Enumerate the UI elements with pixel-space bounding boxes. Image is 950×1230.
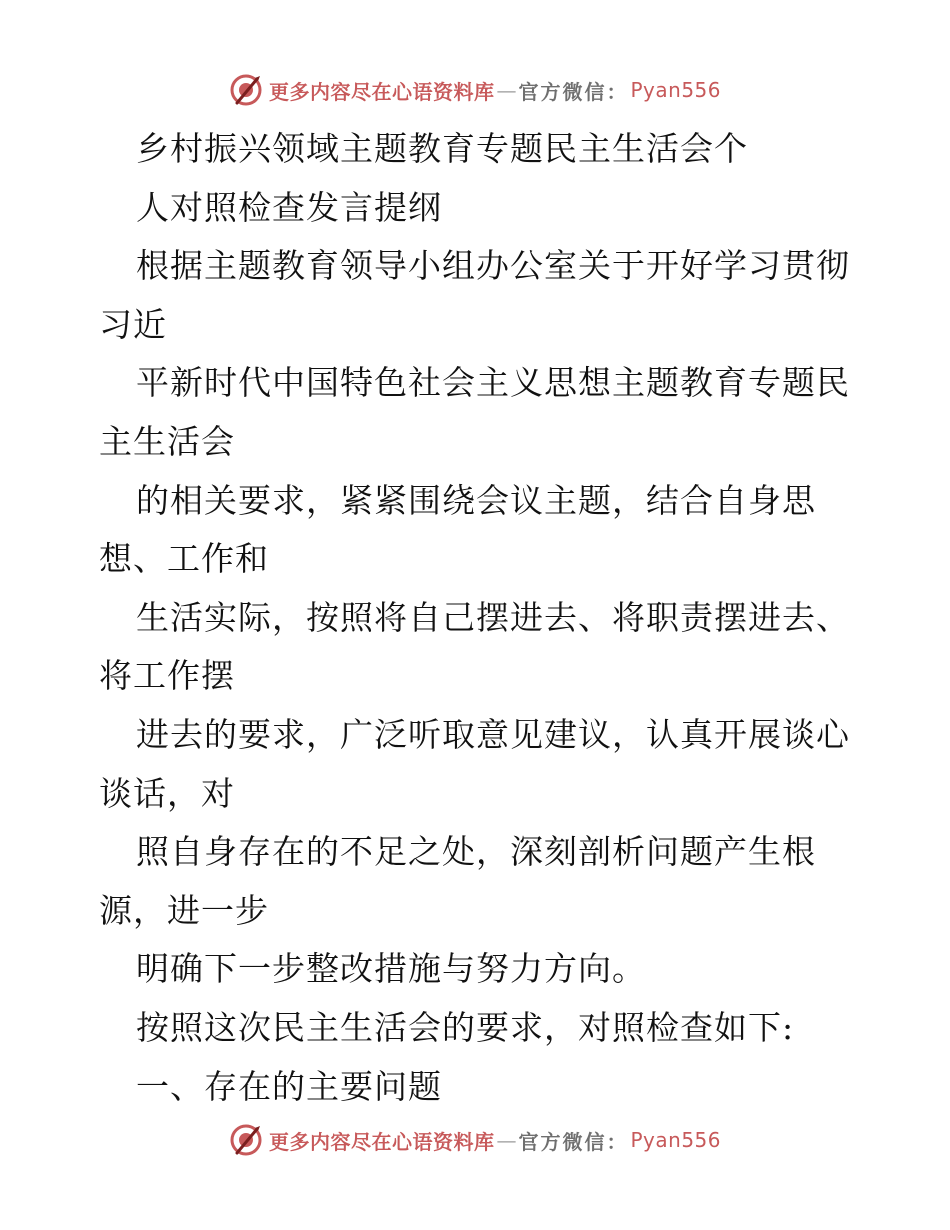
document-body xyxy=(99,120,859,1116)
watermark-wechat-label: 官方微信： xyxy=(518,1129,629,1154)
paragraph-line: 进去的要求，广泛听取意见建议，认真开展谈心 xyxy=(136,714,850,754)
paragraph-line: 将工作摆 xyxy=(99,656,235,696)
paragraph-line: 生活实际，按照将自己摆进去、将职责摆进去、 xyxy=(136,597,850,637)
paragraph-line: 想、工作和 xyxy=(99,539,269,579)
title-line-2: 人对照检查发言提纲 xyxy=(136,187,442,227)
paragraph-line: 习近 xyxy=(99,304,167,344)
paragraph-line: 根据主题教育领导小组办公室关于开好学习贯彻 xyxy=(136,246,850,286)
paragraph-line: 主生活会 xyxy=(99,421,235,461)
paragraph-line: 源，进一步 xyxy=(99,890,269,930)
paragraph-line: 明确下一步整改措施与努力方向。 xyxy=(136,949,646,989)
watermark-wechat-label: 官方微信： xyxy=(518,79,629,104)
paragraph-line: 谈话，对 xyxy=(99,773,235,813)
section-heading: 一、存在的主要问题 xyxy=(136,1066,442,1106)
paragraph-line: 照自身存在的不足之处，深刻剖析问题产生根 xyxy=(136,832,816,872)
footer-watermark xyxy=(0,1120,950,1160)
watermark-dash: — xyxy=(496,78,517,102)
watermark-text: 更多内容尽在心语资料库 xyxy=(268,1129,495,1154)
paragraph-line: 的相关要求，紧紧围绕会议主题，结合自身思 xyxy=(136,480,816,520)
header-watermark xyxy=(0,70,950,110)
pen-logo-icon xyxy=(229,1123,263,1157)
pen-logo-icon xyxy=(229,73,263,107)
watermark-wechat-id: Pyan556 xyxy=(630,78,721,102)
watermark-text: 更多内容尽在心语资料库 xyxy=(268,79,495,104)
paragraph-line: 平新时代中国特色社会主义思想主题教育专题民 xyxy=(136,363,850,403)
title-line-1: 乡村振兴领域主题教育专题民主生活会个 xyxy=(136,129,748,168)
watermark-dash: — xyxy=(496,1128,517,1152)
watermark-wechat-id: Pyan556 xyxy=(630,1128,721,1152)
paragraph-line: 按照这次民主生活会的要求，对照检查如下: xyxy=(136,1007,795,1047)
